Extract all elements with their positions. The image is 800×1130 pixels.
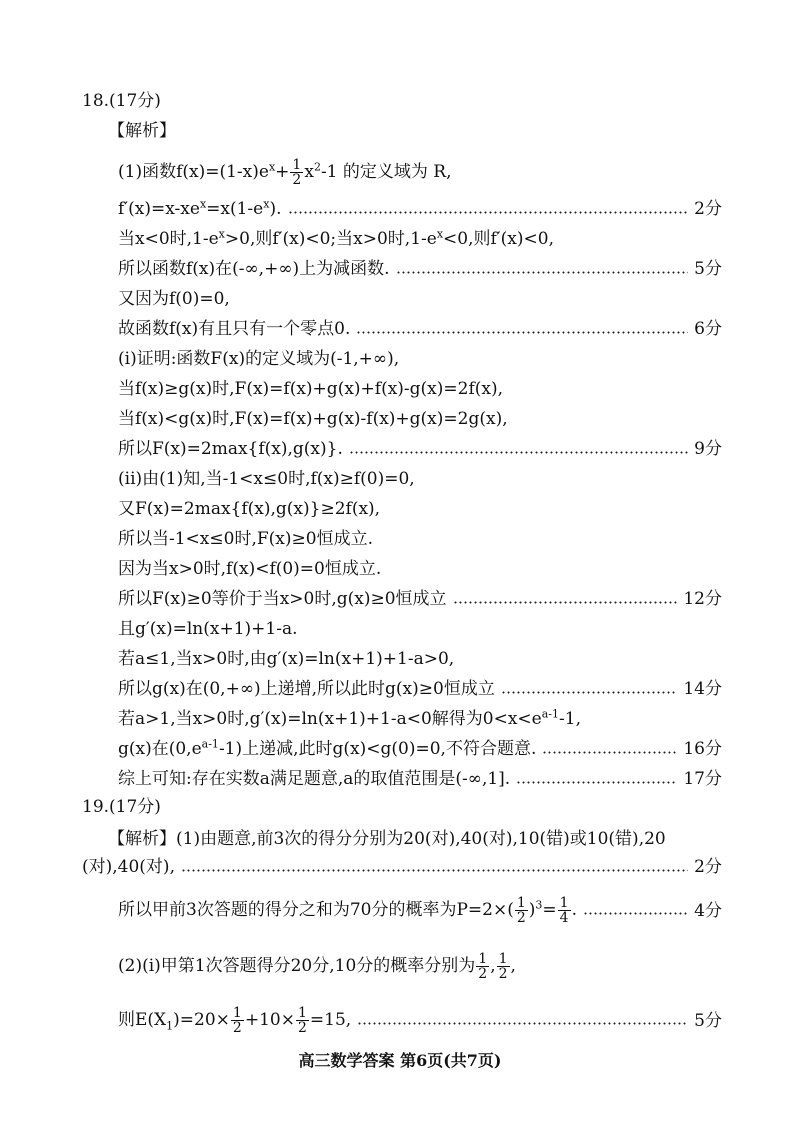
q19-l5-c: +10×: [244, 1010, 295, 1030]
score-label: 12分: [683, 589, 722, 609]
frac-den: 2: [297, 1020, 307, 1036]
q19-l5-sub: 1: [166, 1019, 174, 1033]
q18-line-7: [118, 348, 722, 370]
q18-l14-text: 因为当x>0时,f(x)<f(0)=0恒成立.: [118, 559, 382, 579]
q18-l3-c: <0,则f′(x)<0,: [443, 229, 554, 249]
q19-l4-c: ,: [510, 956, 516, 976]
q19-line-5: [118, 1006, 722, 1035]
q18-l1-fraction: [290, 158, 303, 187]
q18-line-10: [118, 438, 722, 460]
q18-l3-b: >0,则f′(x)<0;当x>0时,1-e: [224, 229, 437, 249]
q18-l20-sup: a-1: [201, 737, 219, 751]
q19-line-2: [82, 856, 722, 878]
q18-l12-text: 又F(x)=2max{f(x),g(x)}≥2f(x),: [118, 499, 381, 519]
q18-l15-text: 所以F(x)≥0等价于当x>0时,g(x)≥0恒成立: [118, 589, 447, 609]
score-label: 16分: [683, 739, 722, 759]
q18-line-8: [118, 378, 722, 400]
q18-line-5: [118, 288, 722, 310]
q19-line-4: [118, 952, 722, 981]
q18-line-11: [118, 468, 722, 490]
q18-l1-sup: x: [268, 160, 276, 174]
q19-l2-text: (对),40(对),: [82, 857, 175, 877]
q18-l18-text: 所以g(x)在(0,+∞)上递增,所以此时g(x)≥0恒成立: [118, 679, 495, 699]
score-label: 5分: [694, 1010, 722, 1031]
q18-l13-text: 所以当-1<x≤0时,F(x)≥0恒成立.: [118, 529, 373, 549]
q18-line-6: [118, 318, 722, 340]
q18-line-16: [118, 618, 722, 640]
q18-line-18: [118, 678, 722, 700]
q18-line-21: [118, 768, 722, 790]
q19-l4-a: (2)(i)甲第1次答题得分20分,10分的概率分别为: [118, 956, 476, 976]
q18-line-20: [118, 738, 722, 760]
q19-l5-frac: [231, 1006, 244, 1035]
q18-l19-sup: a-1: [541, 707, 560, 721]
q18-l3-a: 当x<0时,1-e: [118, 229, 219, 249]
q18-line-4: [118, 258, 722, 280]
q19-title: 19.(17分): [82, 797, 161, 817]
score-label: 17分: [683, 769, 722, 789]
q19-l3-a: 所以甲前3次答题的得分之和为70分的概率为P=2×(: [118, 900, 514, 920]
leader-dots: [501, 691, 678, 694]
frac-den: 2: [516, 910, 526, 926]
score-label: 6分: [694, 319, 722, 339]
q19-l3-c: =: [542, 900, 557, 920]
score-label: 9分: [694, 439, 722, 459]
q18-l9-text: 当f(x)<g(x)时,F(x)=f(x)+g(x)-f(x)+g(x)=2g(x),: [118, 409, 508, 429]
q18-line-2: [118, 198, 722, 220]
leader-dots: [349, 451, 688, 454]
q18-analysis-label: 【解析】: [108, 121, 176, 141]
leader-dots: [288, 211, 689, 214]
frac-num: 1: [297, 1005, 307, 1021]
q19-l4-frac2: [497, 952, 510, 981]
q18-l19-b: -1,: [559, 709, 581, 729]
q19-l4-frac: [476, 952, 489, 981]
leader-dots: [542, 751, 677, 754]
q18-l3-sup: x: [218, 227, 225, 241]
q18-line-14: [118, 558, 722, 580]
q19-l5-frac2: [296, 1006, 309, 1035]
q18-l1-b: +: [275, 162, 290, 182]
q18-line-9: [118, 408, 722, 430]
score-label: 2分: [694, 857, 722, 877]
q18-l3-sup2: x: [436, 227, 444, 241]
q19-l3-b: ): [528, 900, 536, 920]
q19-line-1: [108, 828, 712, 850]
frac-den: 4: [559, 910, 569, 926]
q18-l2-sup2: x: [263, 197, 270, 211]
q19-l3-sup: 3: [535, 898, 543, 912]
q18-l1-c: x: [304, 162, 314, 182]
q19-line-3: [118, 896, 722, 925]
leader-dots: [453, 601, 678, 604]
q18-l20-a: g(x)在(0,e: [118, 739, 202, 759]
q18-l16-text: 且g′(x)=ln(x+1)+1-a.: [118, 619, 298, 639]
score-label: 5分: [694, 259, 722, 279]
frac-den: 2: [478, 966, 488, 982]
frac-num: 1: [478, 951, 488, 967]
q18-l7-text: (i)证明:函数F(x)的定义域为(-1,+∞),: [118, 349, 400, 369]
page-footer: 高三数学答案 第6页(共7页): [298, 1051, 502, 1070]
score-label: 4分: [694, 900, 722, 921]
q18-l11-text: (ii)由(1)知,当-1<x≤0时,f(x)≥f(0)=0,: [118, 469, 415, 489]
frac-den: 2: [292, 172, 302, 188]
q18-title: 18.(17分): [82, 91, 161, 111]
q18-line-13: [118, 528, 722, 550]
q18-line-3: [118, 228, 722, 250]
q19-l3-frac2: [558, 896, 571, 925]
q19-l4-b: ,: [490, 956, 496, 976]
q18-l2-b: =x(1-e: [206, 199, 264, 219]
q18-line-17: [118, 648, 722, 670]
frac-den: 2: [498, 966, 508, 982]
q18-l19-a: 若a>1,当x>0时,g′(x)=ln(x+1)+1-a<0解得为0<x<e: [118, 709, 542, 729]
frac-num: 1: [292, 157, 302, 173]
frac-num: 1: [516, 895, 526, 911]
leader-dots: [357, 1022, 688, 1025]
q19-l5-b: )=20×: [173, 1010, 230, 1030]
leader-dots: [396, 271, 689, 274]
q18-l1-d: -1 的定义域为 R,: [320, 162, 452, 182]
q18-line-1: [118, 158, 722, 187]
q19-l5-d: =15,: [309, 1010, 352, 1030]
q18-line-19: [118, 708, 722, 730]
q18-line-15: [118, 588, 722, 610]
q19-l5-a: 则E(X: [118, 1010, 167, 1030]
q19-l3-frac: [515, 896, 528, 925]
q18-l4-text: 所以函数f(x)在(-∞,+∞)上为减函数.: [118, 259, 390, 279]
q18-l2-sup: x: [199, 197, 207, 211]
frac-num: 1: [498, 951, 508, 967]
q18-l20-b: -1)上递减,此时g(x)<g(0)=0,不符合题意.: [218, 739, 537, 759]
q18-l1-a: (1)函数f(x)=(1-x)e: [118, 162, 269, 182]
leader-dots: [181, 869, 688, 872]
leader-dots: [583, 912, 688, 915]
q18-line-12: [118, 498, 722, 520]
q18-l1-sup2: 2: [313, 160, 321, 174]
q18-l17-text: 若a≤1,当x>0时,由g′(x)=ln(x+1)+1-a>0,: [118, 649, 455, 669]
frac-den: 2: [232, 1020, 242, 1036]
q19-l1-text: 【解析】(1)由题意,前3次的得分分别为20(对),40(对),10(错)或10(错),20: [108, 829, 666, 849]
q18-l10-text: 所以F(x)=2max{f(x),g(x)}.: [118, 439, 343, 459]
q18-l2-a: f′(x)=x-xe: [118, 199, 200, 219]
q18-l5-text: 又因为f(0)=0,: [118, 289, 230, 309]
frac-num: 1: [559, 895, 569, 911]
q18-l21-text: 综上可知:存在实数a满足题意,a的取值范围是(-∞,1].: [118, 769, 511, 789]
frac-num: 1: [232, 1005, 242, 1021]
leader-dots: [356, 331, 688, 334]
score-label: 2分: [694, 199, 722, 219]
q18-l6-text: 故函数f(x)有且只有一个零点0.: [118, 319, 351, 339]
q18-l8-text: 当f(x)≥g(x)时,F(x)=f(x)+g(x)+f(x)-g(x)=2f(x),: [118, 379, 504, 399]
q19-l3-d: .: [571, 900, 577, 920]
leader-dots: [516, 781, 677, 784]
score-label: 14分: [683, 679, 722, 699]
q18-l2-c: ).: [269, 199, 282, 219]
